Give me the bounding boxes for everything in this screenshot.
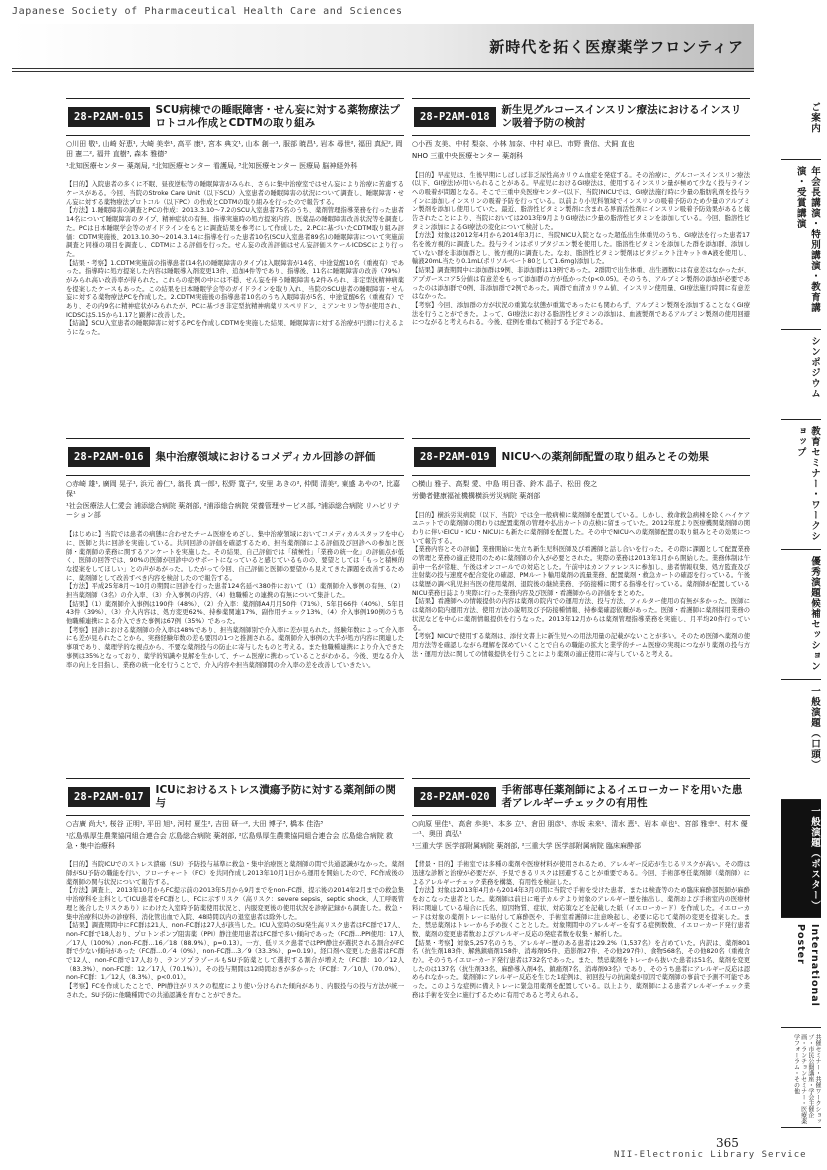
abstract-019 [412, 438, 750, 659]
abstract-paragraph: 【結果】看護師への情報提供の内容は薬剤の院内での運用方法、投与方法、フィルター使用の有無が多かった。医師には薬剤の院内運用方法、使用方法の説明及び予防接種情報、持参薬確認依頼があった。医師・看護師に薬剤採用業務の状況などを中心に薬剤情報提供を行うなった。2013年12月からは薬剤管理指導業務を実施し、月平均20件行っている。 [412, 598, 750, 632]
abstract-paragraph: 【目的】早産児は、生後早期にしばしば非乏尿性高カリウム血症を発症する。その治療に、グルコースインスリン療法(以下、GI療法)が用いられることがある。早産児におけるGI療法は、使用するインスリン量が極めて少なく投与ラインへの吸着が問題となる。そこで三重中央医療センター(以下、当院)NICUでは、GI療法施行時に少量の脂肪乳剤を投与ラインに添加しインスリンの吸着予防を行っている。以前より小児科領域でインスリンの吸着予防のため少量のアルブミン製剤を添加し使用していた。最近、脂溶性ビタミン製剤に含まれる界面活性剤にインスリン吸着予防効果があると報告されたことにより、当院においては2013年9月よりGI療法に少量の脂溶性ビタミンを添加している。今回、脂溶性ビタミン添加によるGI療法の変化について検討した。 [412, 171, 750, 231]
abstract-paragraph: 【方法】対象は2013年4月から2014年3月の間に当院で手術を受けた患者、または検査等のため臨床麻酔部医師が麻酔をおこなった患者とした。薬剤師は前日に電子カルテより対象のアレルギー歴を抽出し、薬剤および手術室内の医療材料に関連している場合に氏名、原因物質、症状、対応策などを記載した紙（イエローカード）を作成した。イエローカードは対象の薬剤トレーに貼付して麻酔医や、手術室看護師に注意喚起し、必要に応じて薬剤の変更を提案した。また、禁忌薬剤はトレーから予め抜くこととした。対象期間中のアレルギーを有する症例数数、イエローカード発行患者数、薬剤の変更患者数およびアレルギー反応の発症者数を収集・解析した。 [412, 887, 750, 938]
abstract-paragraph: 【結果】調査期間中に添加群は9例、非添加群は13例であった。2群間で出生体重、出生週数には有意差はなかったが、アプガースコア5分値は有意差をもって添加群の方が低かった(p<0.05)。そのうち、アルブミン製剤の添加が必要であったのは添加群で0例、非添加群で2例であった。両群で血清カリウム値、インスリン使用量、GI療法施行時間に有意差はなかった。 [412, 267, 750, 301]
abstract-paragraph: 【はじめに】当院では患者の病態に合わせたチーム医療をめざし、集中治療領域においてコメディカルスタッフを中心に、医師と共に回診を実施している。共同回診の評価を確認するため、担当薬剤師による評価及び回診への参加と医師・薬剤師の業務に関するアンケートを実施した。その結果、自己評価では「積極性」「業務の統一化」の評価点が低く、医師の回答では、90%の医師が回診中のサポートになっていると感じているものの、要望としては「もっと積極的な提案をしてほしい」との声があがった。したがって今回、自己評価と医師の要望から見えてきた課題を改善するために、薬剤師として改善すべき内容を検討したので報告する。 [66, 531, 404, 582]
abstract-paragraph: 【結果】調査期間中にFC群は21人、non-FC群は27人が該当した。ICU入室時のSU発生高リスク患者はFC群で17人、non-FC群で18人おり、プロトンポンプ阻害薬（PPI）静注使用患者はFC群で多い傾向であった（FC群…PPI使用：17人／17人（100%）,non-FC群…16／18（88.9%）、p=0.13）。一方、低リスク患者ではPPI静注が選択される割合がFC群で少ない傾向があった（FC群…0／4（0%）、non-FC群…3／9（33.3%）、p=0.19）。経口剤へ変更した患者はFC群で12人、non-FC群で17人おり、ランソプラゾールもSU予防薬として選択する割合が増えた（FC群：10／12人（83.3%）、non-FC群：12／17人（70.1%））。その投与期間は12時間おきが多かった（FC群：7／10人（70.0%）、non-FC群：1／12人（8.3%）、p<0.01）。 [66, 922, 404, 982]
abstract-paragraph: 【結論】SCU入室患者の睡眠障害に対するPCを作成しCDTMを実施した結果、睡眠障害に対する治療が円滑に行えるようになった。 [66, 320, 404, 337]
abstract-title: 新生児グルコースインスリン療法におけるインスリン吸着予防の検討 [501, 104, 742, 129]
society-name: Japanese Society of Pharmaceutical Health Care and Sciences [12, 6, 403, 17]
abstract-title: 集中治療領域におけるコメディカル回診の評価 [155, 450, 376, 463]
abstract-paragraph: 【考察】回診における薬剤師の介入率は48%であり、担当薬剤師別で介入率に差が見られた。経験年数によって介入率にも差が見られたことから、実務経験年数の差も要因の1つと推測される。薬剤師介入事例の大半が処方内容に関連した事項であり、薬理学的な視点から、不要な薬剤投与の防止に寄与したものと考える。また他職種連携により介入できた事例は35%となっており、薬学的知識や見解を生かして、チーム医療に携わっていることがわかる。今後、更なる介入率の向上を目指し、業務の統一化を行うことで、介入内容や担当薬剤師間の介入率の差を改善していきたい。 [66, 626, 404, 669]
abstract-paragraph: 【目的】入院患者の多くに不眠、昼夜逆転等の睡眠障害がみられ、さらに集中治療室ではせん妄により治療に苦慮するケースがある。今回、当院のStroke Care Unit（以下SCU）入室患者の睡眠障害の状況について調査し、睡眠障害・せん妄に対する薬物療法プロトコル（以下PC）の作成とCDTMの取り組みを行ったので報告する。 [66, 181, 404, 206]
abstract-018 [412, 98, 750, 328]
tab-excellent-session[interactable]: 優秀演題候補セッション [781, 550, 821, 680]
abstract-paragraph: 【背景・目的】手術室では多種の薬剤や医療材料が使用されるため、アレルギー反応が生じるリスクが高い。その際は迅速な診断と治療が必要だが、予見できるリスクは回避することが重要である。今回、手術部専任薬剤師（薬剤師）によるアレルギーチェック業務を構築、有用性を検証した。 [412, 861, 750, 886]
abstract-affiliation: 労働者健康福祉機構横浜労災病院 薬剤部 [412, 491, 541, 500]
abstract-body [66, 861, 404, 1000]
abstract-paragraph: 【方法】調査上、2013年10月からFC提示前の2013年5月から9月までをnon-FC群、提示後の2014年2月までの救急集中治療科を主科としてICU患者をFC群とし、FCに示すリスク（高リスク：severe sepsis、septic shock、人工呼吸管理と後合したリスクあり）にわけた入室時予防薬使用状況と、内服変更後の使用状況を診療記録から調査した。救急・集中治療科以外の診療科、消化管出血で入院、48時間以内の退室患者は除外した。 [66, 887, 404, 921]
abstract-paragraph: 【結果・考察】対象5,257名のうち、アレルギー歴のある患者は29.2%（1,537名）を占めていた。内訳は、薬剤801名（抗生剤183件、解熱鎮痛剤158件、消毒剤95件、造影剤27件、その他297件）、食物568名、その他820名（重複含む）。そのうちイエローカード発行患者は732名であった。また、禁忌薬剤をトレーから抜いた患者は51名、薬剤を変更したのは137名（抗生剤33名、麻酔導入剤4名、鎮痛剤7名、消毒剤93名）であり、そのうち患者にアレルギー反応は認められなかった。薬剤師にアレルギー反応を生じた1症例は、初回投与の抗菌薬が原因で薬剤師の事前で予測不可能であった。このような症例に備えトレーに緊急用薬剤を配置している。以上より、薬剤師による患者アレルギーチェック業務は手術を安全に施行するために有用であると考えられる。 [412, 939, 750, 999]
abstract-header [412, 98, 750, 136]
abstract-header [66, 438, 404, 476]
abstract-paragraph: 【目的】横浜労災病院（以下、当院）では全一般病棟に薬剤師を配置している。しかし、救命救急病棟を除くハイケアユニットでの薬剤師の関わりは配置薬剤の管理や払出カートの点検に留まっていた。2012年度より医療機関薬剤師の関わりに伴いEICU・ICU・NICUにも新たに薬剤師を配置した。その中でNICUへの薬剤師配置の取り組みとその効果について報告する。 [412, 511, 750, 545]
abstract-paragraph: 【方法】平成25年8月～10月の期間に回診を行った患者124名延べ380件において（1）薬剤師介入事例の有無、（2）担当薬剤師（3名）の介入率、（3）介入事例の内容、（4）他職種との連携の有無について集計した。 [66, 583, 404, 599]
abstract-body [412, 512, 750, 660]
abstract-body [412, 172, 750, 328]
abstract-body [412, 861, 750, 1000]
footer-service: NII-Electronic Library Service [614, 1150, 807, 1160]
abstract-affiliation: ¹三重大学 医学部附属病院 薬剤部, ²三重大学 医学部附属病院 臨床麻酔部 [412, 841, 641, 850]
abstract-code: 28-P2AM-020 [414, 787, 496, 807]
abstract-paragraph: 【考察】FCを作成したことで、PPI静注がリスクの程度により使い分けられた傾向があり、内服投与の投与方法が統一された。SU予防に他職種間での共通認識を育むことができた。 [66, 983, 404, 999]
tab-lectures[interactable]: 年会長講演・特別講演・教育講演・受賞講演 [781, 160, 821, 330]
abstract-title: NICUへの薬剤師配置の取り組みとその効果 [501, 450, 709, 463]
abstract-code: 28-P2AM-017 [68, 787, 150, 807]
abstract-affiliation: ¹北知医療センター 薬剤局, ²北知医療センター 看護局, ³北知医療センター 医療局 脳神経外科 [66, 161, 358, 170]
tab-poster[interactable]: 一般演題（ポスター） [781, 800, 821, 918]
abstract-body [66, 531, 404, 670]
abstract-paragraph: 【結果】（1）薬剤師介入事例は190件（48%）、（2）介入率：薬剤師A4月月50件（71%）、5年目66件（40%）、5年目43件（39%）、（3）介入内容は、処方変更62%、持参薬関連17%、副作用チェック13%、（4）介入事例190例のうち他職種連携による介入できた事例は67例（35%）であった。 [66, 600, 404, 626]
abstract-paragraph: 【方法】対象は2012年4月から2014年3月に、当院NICU入院となった超低出生体重児のうち、GI療法を行った患者17名を後方視的に調査した。投与ラインはポリブタジエン製を使用した。脂溶性ビタミンを添加した群を添加群、添加していない群を非添加群とし、後方視的に調査した。なお、脂溶性ビタミン製剤はビタジェクト注キット®A液を使用し、輸液20mL当たり0.1mL(ポリソルベート80として1.6mg)添加した。 [412, 232, 750, 266]
abstract-header [66, 98, 404, 136]
abstract-code: 28-P2AM-016 [68, 447, 150, 467]
tab-symposium[interactable]: シンポジウム [781, 330, 821, 420]
header-band [12, 24, 754, 72]
page-number: 365 [716, 1136, 739, 1150]
abstract-code: 28-P2AM-015 [68, 107, 150, 127]
abstract-authors: ○赤崎 雄¹, 廣岡 晃子¹, 浜元 善仁¹, 翁長 真一郎¹, 松野 寛子², 安里 あきの², 仲間 清美², 東盛 あやの³, 比嘉 保¹ [66, 480, 400, 498]
abstract-paragraph: 【目的】当院ICUでのストレス潰瘍（SU）予防投与基準に救急・集中治療医と薬剤師の間で共通認識がなかった。薬剤師がSU予防の職能を行い、フローチャート（FC）を共同作成し2013年10月1日から運用を開始したので、FC作成後の薬剤師の関与状況について報告する。 [66, 861, 404, 886]
abstract-paragraph: 【考察】今回、添加群の方が状況の重篤な状態が重篤であったにも関わらず、アルブミン製剤を添加することなくGI療法を行うことができた。よって、GI療法における脂溶性ビタミンの添加は、血液製剤であるアルブミン製剤の使用回避につながると考えられる。今後、症例を重ねて検討する予定である。 [412, 301, 750, 327]
abstract-015 [66, 98, 404, 338]
abstract-016 [66, 438, 404, 670]
tab-oral[interactable]: 一般演題（口頭） [781, 680, 821, 800]
abstract-affiliation: ¹社会医療法人仁愛会 浦添総合病院 薬剤部, ²浦添総合病院 栄養管理サービス部, ³浦添総合病院 リハビリテーション部 [66, 501, 400, 520]
tab-international-poster[interactable]: International Poster [781, 918, 821, 1028]
abstract-authors: ○吉廣 尚大¹, 桜谷 正明¹, 平田 旭¹, 河村 夏生², 吉田 研一², 大田 博子³, 橋本 佳浩³ [66, 820, 324, 828]
abstract-authors: ○小西 友美、中村 梨奈、小林 加奈、中村 卓巳、市野 貴信、犬飼 直也 [412, 140, 635, 148]
abstract-body [66, 181, 404, 337]
abstract-header [66, 778, 404, 816]
abstract-code: 28-P2AM-018 [414, 107, 496, 127]
tab-seminar-workshop[interactable]: 教育セミナー・ワークショップ [781, 420, 821, 550]
abstract-title: SCU病棟での睡眠障害・せん妄に対する薬物療法プロトコル作成とCDTMの取り組み [155, 104, 400, 129]
abstract-header [412, 778, 750, 816]
page-title: 新時代を拓く医療薬学フロンティア [489, 38, 744, 56]
abstract-020 [412, 778, 750, 1000]
abstract-title: ICUにおけるストレス潰瘍予防に対する薬剤師の関与 [155, 784, 396, 809]
abstract-paragraph: 【考察】NICUで使用する薬剤は、添付文書上に新生児への用法用量の記載がないことが多い。そのため医師へ薬剤の使用方法等を確認しながら理解を深めていくことで自らの職能の拡大と業学的チーム医療の実現につながり薬剤の投与方法・運用方法に関しての情報提供を行うことにより薬剤の適正使用に寄与していると考える。 [412, 633, 750, 658]
abstract-header [412, 438, 750, 476]
abstract-authors: ○横山 雅子、高梨 愛、中島 明日香、鈴木 晶子、松田 俊之 [412, 480, 598, 488]
tab-guide[interactable]: ご案内 [781, 96, 821, 160]
abstract-affiliation: NHO 三重中央医療センター 薬剤科 [412, 151, 524, 160]
abstract-title: 手術部専任薬剤師によるイエローカードを用いた患者アレルギーチェックの有用性 [501, 784, 743, 809]
abstract-authors: ○川田 敬¹, 山崎 好恵¹, 大崎 美幸¹, 高平 康¹, 宮本 典文¹, 山本 創一¹, 服部 暁昌¹, 岩本 尋世², 福田 真紀², 岡田 憲二², 福井 直樹³, 森本 雅德³ [66, 140, 403, 158]
abstract-017 [66, 778, 404, 1000]
abstract-code: 28-P2AM-019 [414, 447, 496, 467]
abstract-paragraph: 【業務内容とその評価】業務開始に先立ち新生児科医師及び看護師と話し合いを行った。その際に課題として配置業務の管理と業務の適正使用のために薬剤師の介入が必要とされた。実際の業務は2013年1月から開始した。業務体制は午前中一名が常駐、午後はオンコールでの対応とした。午前中はカンファレンスに参加し、患者情報収集、処方監査及び注射薬の投与速度や配合変化の確認、PMルート輸用薬剤の流量業務、配置薬剤・救急カートの確認を行っている。午後は薬歴の調べ乳児担当医の使用薬剤、退院後の継続業務、予防接種に関する指導を行っている。薬剤師が配置しているNICU業務日誌より実際に行った業務内容及び医師・看護師からの評価をまとめた。 [412, 546, 750, 597]
tab-cosponsored[interactable]: 共催セミナー・共催ワークショップ・市民公開講座・学会主催企画・ランチョンセミナー・医療薬学フォーラム・その他 [781, 1028, 821, 1128]
abstract-affiliation: ¹広島県厚生農業協同組合連合会 広島総合病院 薬剤部, ²広島県厚生農業協同組合連合会 広島総合病院 救急・集中治療科 [66, 831, 393, 850]
abstract-paragraph: 【方法】1.睡眠障害の調査とPCの作成：2013.3.10～7.2のSCU入室患者75名のうち、薬剤管理指導業務を行った患者14名について睡眠障害のタイプ、精神症状の有無、指導実施時の処方提案内容、医薬品の睡眠障害改善状況等を調査した。PCは日本睡眠学会等のガイドラインをもとに調査結果を参考にして作成した。2.PCに基づいたCDTM取り組み評価：CDTM実施後、2013.10.30～2014.3.14に指導を行った患者10名(SCU入室患者89名)の睡眠障害について実施前調査と同様の項目を調査し、CDTMによる評価を行った。せん妄の改善評価はせん妄評価スケールICDSCにより行った。 [66, 207, 404, 258]
abstract-authors: ○向原 里佳¹、高倉 歩美¹、本多 立¹、倉田 朋彦¹、赤坂 未来¹、清水 恵¹、岩本 卓也¹、宮部 雅幸²、村木 優一¹、奥田 真弘¹ [412, 820, 748, 838]
abstract-paragraph: 【結果・考察】1.CDTM実施前の指導患者(14名)の睡眠障害のタイプは入眠障害が14名、中途覚醒10名（重複有）であった。指導時に処方提案した内容は睡眠導入剤変更13件、追加4件等であり、指導後、11名に睡眠障害の改善（79%）がみられ高い改善率が得られた。これらの症例の中には不穏、せん妄を伴う睡眠障害も2件みられ、非定型抗精神病薬を提案したケースもあった。この結果を日本睡眠学会等のガイドラインを取り入れ、当院のSCU患者の睡眠障害・せん妄に対する薬物療法PCを作成した。2.CDTM実施後の指導患者10名のうち入眠障害が5名、中途覚醒6名（重複有）であり、その内9名に精神症状がみられたが、PCに基づき非定型抗精神病薬リスペリドン、ミアンセリン等が使用され、ICDSCは5.15から1.17と顕著に改善した。 [66, 259, 404, 319]
